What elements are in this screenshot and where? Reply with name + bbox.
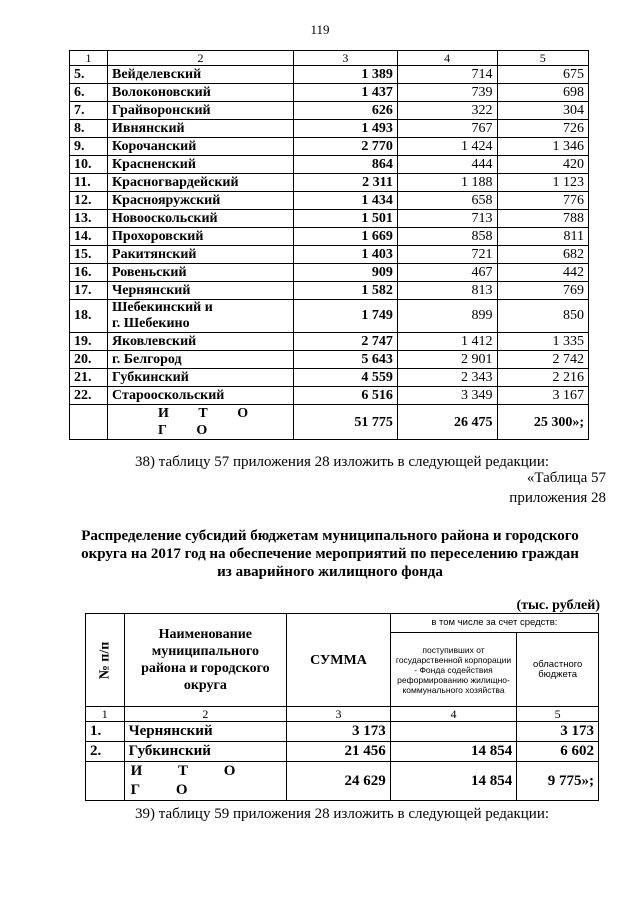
total-regional: 9 775»; <box>517 762 599 801</box>
row-col3: 864 <box>294 156 398 174</box>
header-cell: 4 <box>397 51 497 66</box>
row-number: 21. <box>70 369 108 387</box>
row-col5: 850 <box>497 300 588 333</box>
row-name: Вейделевский <box>108 66 294 84</box>
row-col5: 1 123 <box>497 174 588 192</box>
row-number: 5. <box>70 66 108 84</box>
subsidy-table-continued <box>69 50 589 440</box>
row-col3: 909 <box>294 264 398 282</box>
table-row <box>86 742 599 762</box>
table-header-row <box>86 614 599 633</box>
total-fund: 14 854 <box>390 762 516 801</box>
row-fund: 14 854 <box>390 742 516 762</box>
row-col5: 788 <box>497 210 588 228</box>
row-col3: 1 403 <box>294 246 398 264</box>
header-including: в том числе за счет средств: <box>390 614 598 633</box>
row-col4: 713 <box>397 210 497 228</box>
total-num-cell <box>86 762 125 801</box>
row-number: 10. <box>70 156 108 174</box>
header-cell: 2 <box>108 51 294 66</box>
paragraph-39: 39) таблицу 59 приложения 28 изложить в следующей редакции: <box>135 806 550 822</box>
header-sum: СУММА <box>287 614 391 707</box>
row-col4: 714 <box>397 66 497 84</box>
row-col3: 1 389 <box>294 66 398 84</box>
row-col3: 1 582 <box>294 282 398 300</box>
row-name: Губкинский <box>108 369 294 387</box>
row-name: Губкинский <box>124 742 287 762</box>
row-name: Красногвардейский <box>108 174 294 192</box>
column-number: 4 <box>390 707 516 722</box>
table-row <box>70 246 589 264</box>
row-col3: 1 493 <box>294 120 398 138</box>
row-name-line: г. Шебекино <box>112 316 190 331</box>
row-col3: 4 559 <box>294 369 398 387</box>
table-row <box>86 722 599 742</box>
resettlement-subsidy-table <box>85 613 599 801</box>
appendix-label: приложения 28 <box>509 490 606 506</box>
table-row <box>70 300 589 333</box>
row-regional: 6 602 <box>517 742 599 762</box>
row-col4: 1 412 <box>397 333 497 351</box>
row-col3: 2 747 <box>294 333 398 351</box>
table-label: «Таблица 57 <box>526 470 606 486</box>
row-col5: 726 <box>497 120 588 138</box>
row-name: Прохоровский <box>108 228 294 246</box>
column-number: 2 <box>124 707 287 722</box>
title-line: округа на 2017 год на обеспечение мероприятий по переселению граждан <box>81 546 579 562</box>
row-name: г. Белгород <box>108 351 294 369</box>
row-number: 20. <box>70 351 108 369</box>
row-number: 14. <box>70 228 108 246</box>
total-label: И Т О Г О <box>108 405 294 440</box>
row-col4: 2 901 <box>397 351 497 369</box>
column-number: 5 <box>517 707 599 722</box>
row-name: Грайворонский <box>108 102 294 120</box>
row-col4: 2 343 <box>397 369 497 387</box>
row-col3: 1 749 <box>294 300 398 333</box>
total-num-cell <box>70 405 108 440</box>
row-name: Старооскольский <box>108 387 294 405</box>
table-row <box>70 369 589 387</box>
row-number: 2. <box>86 742 125 762</box>
row-col5: 420 <box>497 156 588 174</box>
header-number: № п/п <box>86 614 125 707</box>
row-col3: 626 <box>294 102 398 120</box>
table-row <box>70 156 589 174</box>
row-number: 9. <box>70 138 108 156</box>
row-number: 19. <box>70 333 108 351</box>
row-number: 17. <box>70 282 108 300</box>
row-sum: 3 173 <box>287 722 391 742</box>
table-row <box>70 282 589 300</box>
row-name: Ракитянский <box>108 246 294 264</box>
row-number: 1. <box>86 722 125 742</box>
row-name: Чернянский <box>108 282 294 300</box>
table-row <box>70 264 589 282</box>
title-line: Распределение субсидий бюджетам муниципального района и городского <box>81 528 579 544</box>
table-row <box>70 387 589 405</box>
row-col5: 1 346 <box>497 138 588 156</box>
row-name: Чернянский <box>124 722 287 742</box>
row-name-line: Шебекинский и <box>112 300 213 315</box>
row-number: 6. <box>70 84 108 102</box>
row-col4: 444 <box>397 156 497 174</box>
row-col5: 1 335 <box>497 333 588 351</box>
row-name: Красненский <box>108 156 294 174</box>
table-row <box>70 228 589 246</box>
row-name: Яковлевский <box>108 333 294 351</box>
header-regional-budget: областного бюджета <box>517 633 599 707</box>
row-col4: 767 <box>397 120 497 138</box>
row-col3: 2 311 <box>294 174 398 192</box>
row-col5: 682 <box>497 246 588 264</box>
row-col5: 776 <box>497 192 588 210</box>
row-name: Краснояружский <box>108 192 294 210</box>
header-name: Наименование муниципального района и городского округа <box>124 614 287 707</box>
table-header-row <box>70 51 589 66</box>
row-col5: 2 216 <box>497 369 588 387</box>
row-col5: 811 <box>497 228 588 246</box>
column-number-row <box>86 707 599 722</box>
row-number: 22. <box>70 387 108 405</box>
table-title <box>60 527 600 581</box>
row-col5: 698 <box>497 84 588 102</box>
row-col4: 899 <box>397 300 497 333</box>
column-number: 1 <box>86 707 125 722</box>
table-row <box>70 351 589 369</box>
row-col5: 675 <box>497 66 588 84</box>
table-row <box>70 120 589 138</box>
row-col3: 1 501 <box>294 210 398 228</box>
row-number: 12. <box>70 192 108 210</box>
header-cell: 1 <box>70 51 108 66</box>
row-col5: 3 167 <box>497 387 588 405</box>
row-number: 7. <box>70 102 108 120</box>
total-sum: 24 629 <box>287 762 391 801</box>
row-col4: 739 <box>397 84 497 102</box>
row-col3: 6 516 <box>294 387 398 405</box>
table-row <box>70 102 589 120</box>
row-col4: 467 <box>397 264 497 282</box>
row-col3: 5 643 <box>294 351 398 369</box>
table-total-row <box>70 405 589 440</box>
row-number: 13. <box>70 210 108 228</box>
row-number: 16. <box>70 264 108 282</box>
row-col3: 2 770 <box>294 138 398 156</box>
total-label: И Т О Г О <box>124 762 287 801</box>
table-row <box>70 192 589 210</box>
row-name: Волоконовский <box>108 84 294 102</box>
table-row <box>70 84 589 102</box>
row-col4: 658 <box>397 192 497 210</box>
total-col5: 25 300»; <box>497 405 588 440</box>
row-col4: 858 <box>397 228 497 246</box>
row-fund <box>390 722 516 742</box>
header-cell: 3 <box>294 51 398 66</box>
header-cell: 5 <box>497 51 588 66</box>
row-col4: 813 <box>397 282 497 300</box>
header-fund: поступивших от государственной корпорации - Фонда содействия реформированию жилищно-коммунального хозяйства <box>390 633 516 707</box>
row-regional: 3 173 <box>517 722 599 742</box>
row-number: 15. <box>70 246 108 264</box>
row-number: 8. <box>70 120 108 138</box>
table-row <box>70 174 589 192</box>
row-col4: 1 424 <box>397 138 497 156</box>
row-sum: 21 456 <box>287 742 391 762</box>
row-name: Ровеньский <box>108 264 294 282</box>
row-col5: 2 742 <box>497 351 588 369</box>
units-label: (тыс. рублей) <box>516 598 600 613</box>
row-col4: 1 188 <box>397 174 497 192</box>
page-number: 119 <box>310 22 330 37</box>
row-number: 11. <box>70 174 108 192</box>
row-name: Ивнянский <box>108 120 294 138</box>
row-col3: 1 434 <box>294 192 398 210</box>
title-line: из аварийного жилищного фонда <box>217 564 443 580</box>
row-col4: 721 <box>397 246 497 264</box>
row-name <box>108 300 294 333</box>
table-total-row <box>86 762 599 801</box>
total-col3: 51 775 <box>294 405 398 440</box>
row-col5: 769 <box>497 282 588 300</box>
row-col3: 1 437 <box>294 84 398 102</box>
row-number: 18. <box>70 300 108 333</box>
table-row <box>70 333 589 351</box>
row-col5: 442 <box>497 264 588 282</box>
table-row <box>70 138 589 156</box>
row-col3: 1 669 <box>294 228 398 246</box>
row-name: Новооскольский <box>108 210 294 228</box>
table-row <box>70 210 589 228</box>
total-col4: 26 475 <box>397 405 497 440</box>
paragraph-38: 38) таблицу 57 приложения 28 изложить в следующей редакции: <box>135 454 550 470</box>
table-row <box>70 66 589 84</box>
row-col4: 322 <box>397 102 497 120</box>
row-col4: 3 349 <box>397 387 497 405</box>
column-number: 3 <box>287 707 391 722</box>
row-col5: 304 <box>497 102 588 120</box>
row-name: Корочанский <box>108 138 294 156</box>
